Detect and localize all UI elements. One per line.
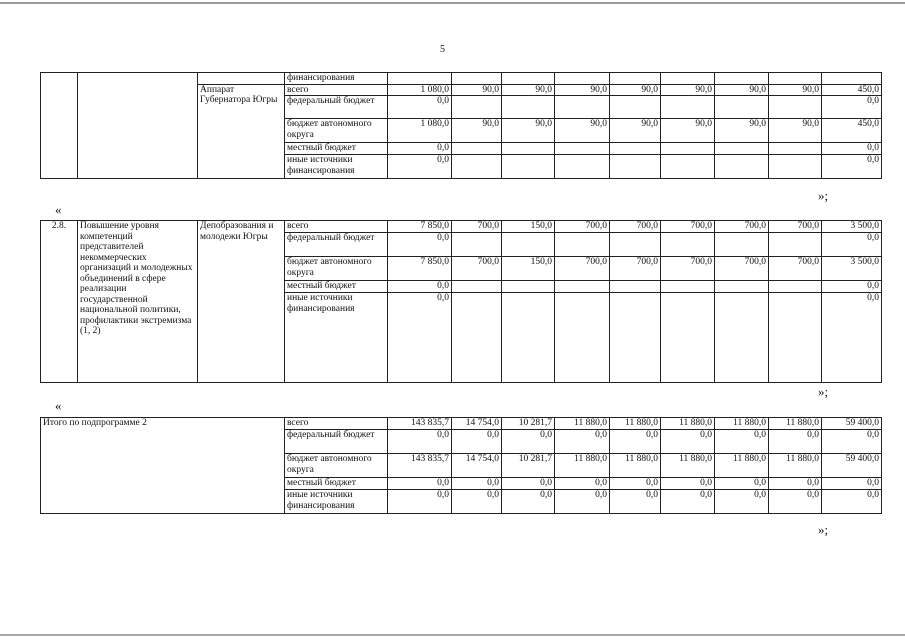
value-cell: 700,0 [555,221,610,233]
opening-quote-3: « [55,398,62,413]
value-cell: 0,0 [388,478,452,490]
value-cell [502,293,555,383]
value-cell: 0,0 [769,490,822,514]
value-cell: 150,0 [502,257,555,281]
value-cell [502,281,555,293]
closing-quote-1: »; [818,188,829,203]
value-cell [769,233,822,257]
value-cell: 700,0 [610,257,661,281]
value-cell [661,155,715,179]
value-cell [502,143,555,155]
value-cell: 0,0 [502,478,555,490]
value-cell: 90,0 [452,119,502,143]
name-cell: Повышение уровня компетенций представителей некоммерческих организаций и молодежных объединений в сфере реализации государственной национальной политики, профилактики экстремизма (1, 2) [78,221,198,383]
total-label-cell: Итого по подпрограмме 2 [41,418,285,514]
value-cell: 0,0 [610,478,661,490]
table-activity-2-8 [40,220,882,383]
value-cell [715,96,769,119]
value-cell: 0,0 [555,430,610,454]
value-cell: 450,0 [822,84,882,96]
value-cell [769,96,822,119]
number-cell [41,73,78,179]
value-cell: 0,0 [822,281,882,293]
scan-top-edge [0,2,905,4]
value-cell [452,293,502,383]
value-cell [661,96,715,119]
page-number: 5 [440,44,445,55]
value-cell: 0,0 [769,478,822,490]
value-cell: 0,0 [715,490,769,514]
value-cell [452,155,502,179]
value-cell: 14 754,0 [452,418,502,430]
value-cell: 0,0 [502,430,555,454]
value-cell: 0,0 [388,490,452,514]
value-cell: 11 880,0 [661,418,715,430]
value-cell: 7 850,0 [388,257,452,281]
value-cell: 90,0 [452,84,502,96]
value-cell: 3 500,0 [822,257,882,281]
value-cell [661,143,715,155]
value-cell: 0,0 [661,478,715,490]
value-cell: 0,0 [610,430,661,454]
value-cell: 90,0 [769,84,822,96]
value-cell [555,293,610,383]
source-cell: бюджет автономного округа [285,119,388,143]
value-cell: 0,0 [452,490,502,514]
value-cell: 0,0 [769,430,822,454]
source-cell: всего [285,84,388,96]
value-cell [715,155,769,179]
value-cell: 11 880,0 [715,454,769,478]
value-cell: 11 880,0 [661,454,715,478]
closing-quote-3: »; [818,522,829,537]
value-cell: 1 080,0 [388,84,452,96]
value-cell: 90,0 [555,119,610,143]
table-continuation [40,72,882,179]
source-cell: местный бюджет [285,281,388,293]
value-cell [715,233,769,257]
value-cell: 0,0 [555,490,610,514]
name-cell [78,73,198,179]
value-cell [661,233,715,257]
value-cell: 0,0 [388,233,452,257]
number-cell: 2.8. [41,221,78,383]
value-cell: 143 835,7 [388,454,452,478]
value-cell: 0,0 [715,430,769,454]
value-cell: 700,0 [555,257,610,281]
value-cell: 0,0 [452,478,502,490]
value-cell: 90,0 [502,84,555,96]
value-cell: 450,0 [822,119,882,143]
table-row [41,418,882,430]
value-cell: 90,0 [661,84,715,96]
value-cell [502,155,555,179]
value-cell: 700,0 [661,221,715,233]
value-cell: 14 754,0 [452,454,502,478]
value-cell: 90,0 [610,119,661,143]
table-row [41,73,882,85]
value-cell: 90,0 [715,84,769,96]
value-cell: 0,0 [822,155,882,179]
value-cell: 0,0 [822,233,882,257]
value-cell: 0,0 [610,490,661,514]
value-cell: 700,0 [661,257,715,281]
value-cell [610,293,661,383]
value-cell: 59 400,0 [822,454,882,478]
value-cell: 700,0 [769,257,822,281]
value-cell: 0,0 [822,293,882,383]
table-row [41,221,882,233]
value-cell [555,155,610,179]
value-cell [610,233,661,257]
table-subprogram-total [40,417,882,514]
value-cell: 0,0 [452,430,502,454]
value-cell: 700,0 [769,221,822,233]
value-cell: 7 850,0 [388,221,452,233]
value-cell [610,96,661,119]
source-cell: бюджет автономного округа [285,454,388,478]
value-cell [555,233,610,257]
source-cell: всего [285,221,388,233]
source-cell: финансирования [285,73,388,85]
value-cell: 11 880,0 [610,454,661,478]
value-cell: 11 880,0 [610,418,661,430]
value-cell: 0,0 [388,293,452,383]
source-cell: местный бюджет [285,143,388,155]
value-cell [610,143,661,155]
source-cell: иные источники финансирования [285,293,388,383]
value-cell: 0,0 [388,430,452,454]
value-cell [452,233,502,257]
value-cell: 11 880,0 [715,418,769,430]
value-cell: 0,0 [502,490,555,514]
value-cell [452,143,502,155]
value-cell: 0,0 [388,96,452,119]
value-cell [555,281,610,293]
value-cell [555,143,610,155]
value-cell [769,281,822,293]
value-cell: 90,0 [610,84,661,96]
value-cell: 11 880,0 [555,454,610,478]
value-cell: 0,0 [388,281,452,293]
scan-bottom-edge [0,634,905,636]
value-cell [769,143,822,155]
source-cell: федеральный бюджет [285,96,388,119]
value-cell [610,155,661,179]
value-cell: 11 880,0 [769,454,822,478]
source-cell: местный бюджет [285,478,388,490]
value-cell: 700,0 [452,257,502,281]
value-cell: 0,0 [661,430,715,454]
value-cell: 700,0 [715,257,769,281]
value-cell: 700,0 [610,221,661,233]
value-cell: 3 500,0 [822,221,882,233]
value-cell: 700,0 [715,221,769,233]
value-cell: 90,0 [769,119,822,143]
source-cell: иные источники финансирования [285,490,388,514]
value-cell [452,96,502,119]
value-cell: 143 835,7 [388,418,452,430]
value-cell [555,96,610,119]
value-cell: 0,0 [555,478,610,490]
org-cell-top [198,73,285,85]
value-cell: 0,0 [822,143,882,155]
value-cell: 0,0 [388,143,452,155]
value-cell [769,293,822,383]
opening-quote-2: « [55,202,62,217]
value-cell: 10 281,7 [502,418,555,430]
value-cell [715,143,769,155]
value-cell: 0,0 [822,490,882,514]
org-cell: Аппарат Губернатора Югры [198,84,285,179]
value-cell: 10 281,7 [502,454,555,478]
source-cell: иные источники финансирования [285,155,388,179]
value-cell: 700,0 [452,221,502,233]
value-cell: 1 080,0 [388,119,452,143]
source-cell: бюджет автономного округа [285,257,388,281]
value-cell: 0,0 [388,155,452,179]
source-cell: федеральный бюджет [285,430,388,454]
value-cell: 0,0 [822,430,882,454]
value-cell [452,281,502,293]
value-cell: 90,0 [502,119,555,143]
org-cell: Депобразования и молодежи Югры [198,221,285,383]
value-cell: 0,0 [715,478,769,490]
value-cell: 90,0 [715,119,769,143]
value-cell [661,293,715,383]
closing-quote-2: »; [818,384,829,399]
value-cell [661,281,715,293]
value-cell [502,233,555,257]
source-cell: всего [285,418,388,430]
value-cell: 150,0 [502,221,555,233]
value-cell: 90,0 [555,84,610,96]
value-cell [715,293,769,383]
source-cell: федеральный бюджет [285,233,388,257]
value-cell: 59 400,0 [822,418,882,430]
value-cell [715,281,769,293]
value-cell [502,96,555,119]
value-cell: 11 880,0 [555,418,610,430]
value-cell [610,281,661,293]
value-cell: 90,0 [661,119,715,143]
value-cell: 0,0 [822,478,882,490]
value-cell [769,155,822,179]
value-cell: 0,0 [661,490,715,514]
value-cell: 11 880,0 [769,418,822,430]
value-cell: 0,0 [822,96,882,119]
